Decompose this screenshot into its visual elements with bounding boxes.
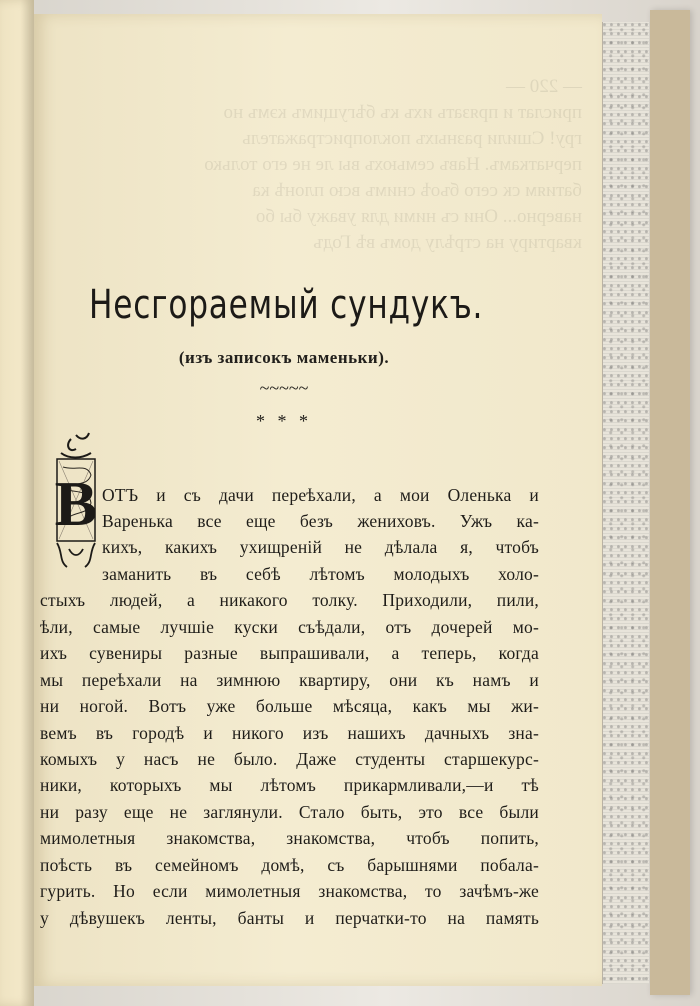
bleed-line: наверно... Они съ ними для уважу бы бо	[255, 206, 582, 227]
bleed-line: батиям ск сего бъоѣ снимъ всю плонѣ ка	[252, 180, 582, 201]
dropcap-letter: В	[54, 468, 98, 539]
text-line: ОТЪ и съ дачи переѣхали, а мои Оленька и	[102, 485, 539, 505]
book-back-cover	[650, 10, 690, 995]
page-stack-edge	[602, 22, 649, 984]
text-line: ѣли, самые лучшiе куски съѣдали, отъ дочерей мо-	[40, 617, 539, 637]
text-line: поѣсть въ семейномъ домѣ, съ барышнями побала-	[40, 855, 539, 875]
bleed-line: перчаткамъ. Навъ семьюхъ вы ле не его только	[204, 154, 582, 175]
bleed-line: — 220 —	[506, 76, 582, 97]
text-line: стыхъ людей, а никакого толку. Приходили, пили,	[40, 590, 539, 610]
decorative-dropcap-icon	[51, 431, 101, 573]
text-line: мы переѣхали на зимнюю квартиру, они къ намъ и	[40, 670, 539, 690]
story-subtitle: (изъ записокъ маменьки).	[178, 348, 390, 367]
text-line: у дѣвушекъ ленты, банты и перчатки-то на память	[40, 908, 539, 928]
text-line: ни разу еще не заглянули. Стало быть, это все были	[40, 802, 539, 822]
text-line: гурить. Но если мимолетныя знакомства, то зачѣмъ-же	[40, 881, 539, 901]
book-page	[34, 14, 602, 986]
text-line: комыхъ у насъ не было. Даже студенты старшекурс-	[40, 749, 539, 769]
text-line: мимолетныя знакомства, знакомства, чтобъ попить,	[40, 828, 539, 848]
bleed-line: прислат и прязать ихъ къ бѣгущимъ кэмъ но	[223, 102, 582, 123]
text-line: заманить въ себѣ лѣтомъ молодыхъ холо-	[102, 564, 539, 584]
text-line: ни ногой. Вотъ уже больше мѣсяца, какъ мы жи-	[40, 696, 539, 716]
text-line: вемъ въ городѣ и никого изъ нашихъ дачныхъ зна-	[40, 723, 539, 743]
story-title: Несгораемый сундукъ.	[89, 282, 484, 328]
left-page-edge	[0, 0, 34, 1006]
text-line: Варенька все еще безъ жениховъ. Ужъ ка-	[102, 511, 539, 531]
title-ornament: ~~~~~	[259, 378, 309, 398]
text-line: ихъ сувениры разные выпрашивали, а теперь, когда	[40, 643, 539, 663]
asterism: * * *	[256, 411, 312, 431]
text-line: ники, которыхъ мы лѣтомъ прикармливали,—и тѣ	[40, 775, 539, 795]
bleed-line: гру! Сшили разныхъ поклопристражатель	[242, 128, 582, 149]
text-line: кихъ, какихъ ухищренiй не дѣлала я, чтобъ	[102, 537, 539, 557]
bleed-line: квартиру на стрѣлу домъ вѣ Годъ	[313, 232, 582, 253]
bleed-through-text	[62, 74, 582, 256]
